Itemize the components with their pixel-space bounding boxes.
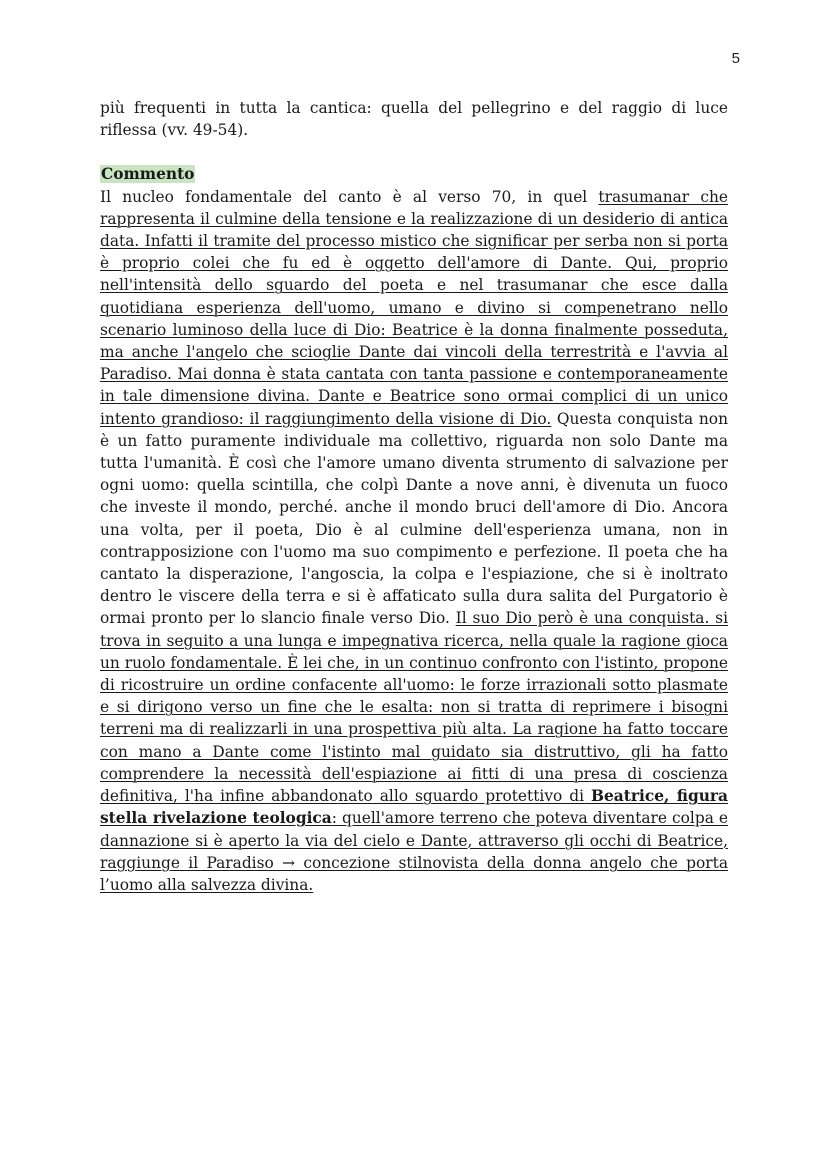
- page-content: [100, 97, 728, 896]
- page-number: 5: [731, 50, 740, 67]
- section-heading: Commento: [101, 165, 195, 184]
- commento-underlined-1: trasumanar che rappresenta il culmine della tensione e la realizzazione di un desiderio di antica data. Infatti il tramite del processo mistico che significar per serba non si porta è proprio colei che fu ed è oggetto dell'amore di Dante. Qui, proprio nell'intensità dello sguardo del poeta e nel trasumanar che esce dalla quotidiana esperienza dell'uomo, umano e divino si compenetrano nello scenario luminoso della luce di Dio: Beatrice è la donna finalmente posseduta, ma anche l'angelo che scioglie Dante dai vincoli della terrestrità e l'avvia al Paradiso. Mai donna è stata cantata con tanta passione e contemporaneamente in tale dimensione divina. Dante e Beatrice sono ormai complici di un unico intento grandioso: il raggiungimento della visione di Dio.: [100, 187, 728, 428]
- commento-paragraph: [100, 186, 728, 897]
- commento-underlined-2: Il suo Dio però è una conquista. si trova in seguito a una lunga e impegnativa ricerca, nella quale la ragione gioca un ruolo fondamentale. È lei che, in un continuo confronto con l'istinto, propone di ricostruire un ordine confacente all'uomo: le forze irrazionali sotto plasmate e si dirigono verso un fine che le esalta: non si tratta di reprimere i bisogni terreni ma di realizzarli in una prospettiva più alta. La ragione ha fatto toccare con mano a Dante come l'istinto mal guidato sia distruttivo, gli ha fatto comprendere la necessità dell'espiazione ai fitti di una presa di coscienza definitiva, l'ha infine abbandonato allo sguardo protettivo di: [100, 609, 728, 806]
- commento-text-1: Il nucleo fondamentale del canto è al verso 70, in quel: [100, 187, 599, 206]
- commento-text-2: Questa conquista non è un fatto puramente individuale ma collettivo, riguarda non solo Dante ma tutta l'umanità. È così che l'amore umano diventa strumento di salvazione per ogni uomo: quella scintilla, che colpì Dante a nove anni, è divenuta un fuoco che investe il mondo, perché. anche il mondo bruci dell'amore di Dio. Ancora una volta, per il poeta, Dio è al culmine dell'esperienza umana, non in contrapposizione con l'uomo ma suo compimento e perfezione. Il poeta che ha cantato la disperazione, l'angoscia, la colpa e l'espiazione, che si è inoltrato dentro le viscere della terra e si è affaticato sulla dura salita del Purgatorio è ormai pronto per lo slancio finale verso Dio.: [100, 409, 728, 628]
- intro-paragraph: più frequenti in tutta la cantica: quella del pellegrino e del raggio di luce riflessa (vv. 49-54).: [100, 99, 728, 140]
- commento-underlined-3: : quell'amore terreno che poteva diventare colpa e dannazione si è aperto la via del cielo e Dante, attraverso gli occhi di Beatrice, raggiunge il Paradiso → concezione stilnovista della donna angelo che porta l’uomo alla salvezza divina.: [100, 809, 728, 894]
- section-heading-wrapper: [100, 163, 728, 185]
- commento-bold-beatrice: Beatrice, figura stella rivelazione teologica: [100, 787, 728, 828]
